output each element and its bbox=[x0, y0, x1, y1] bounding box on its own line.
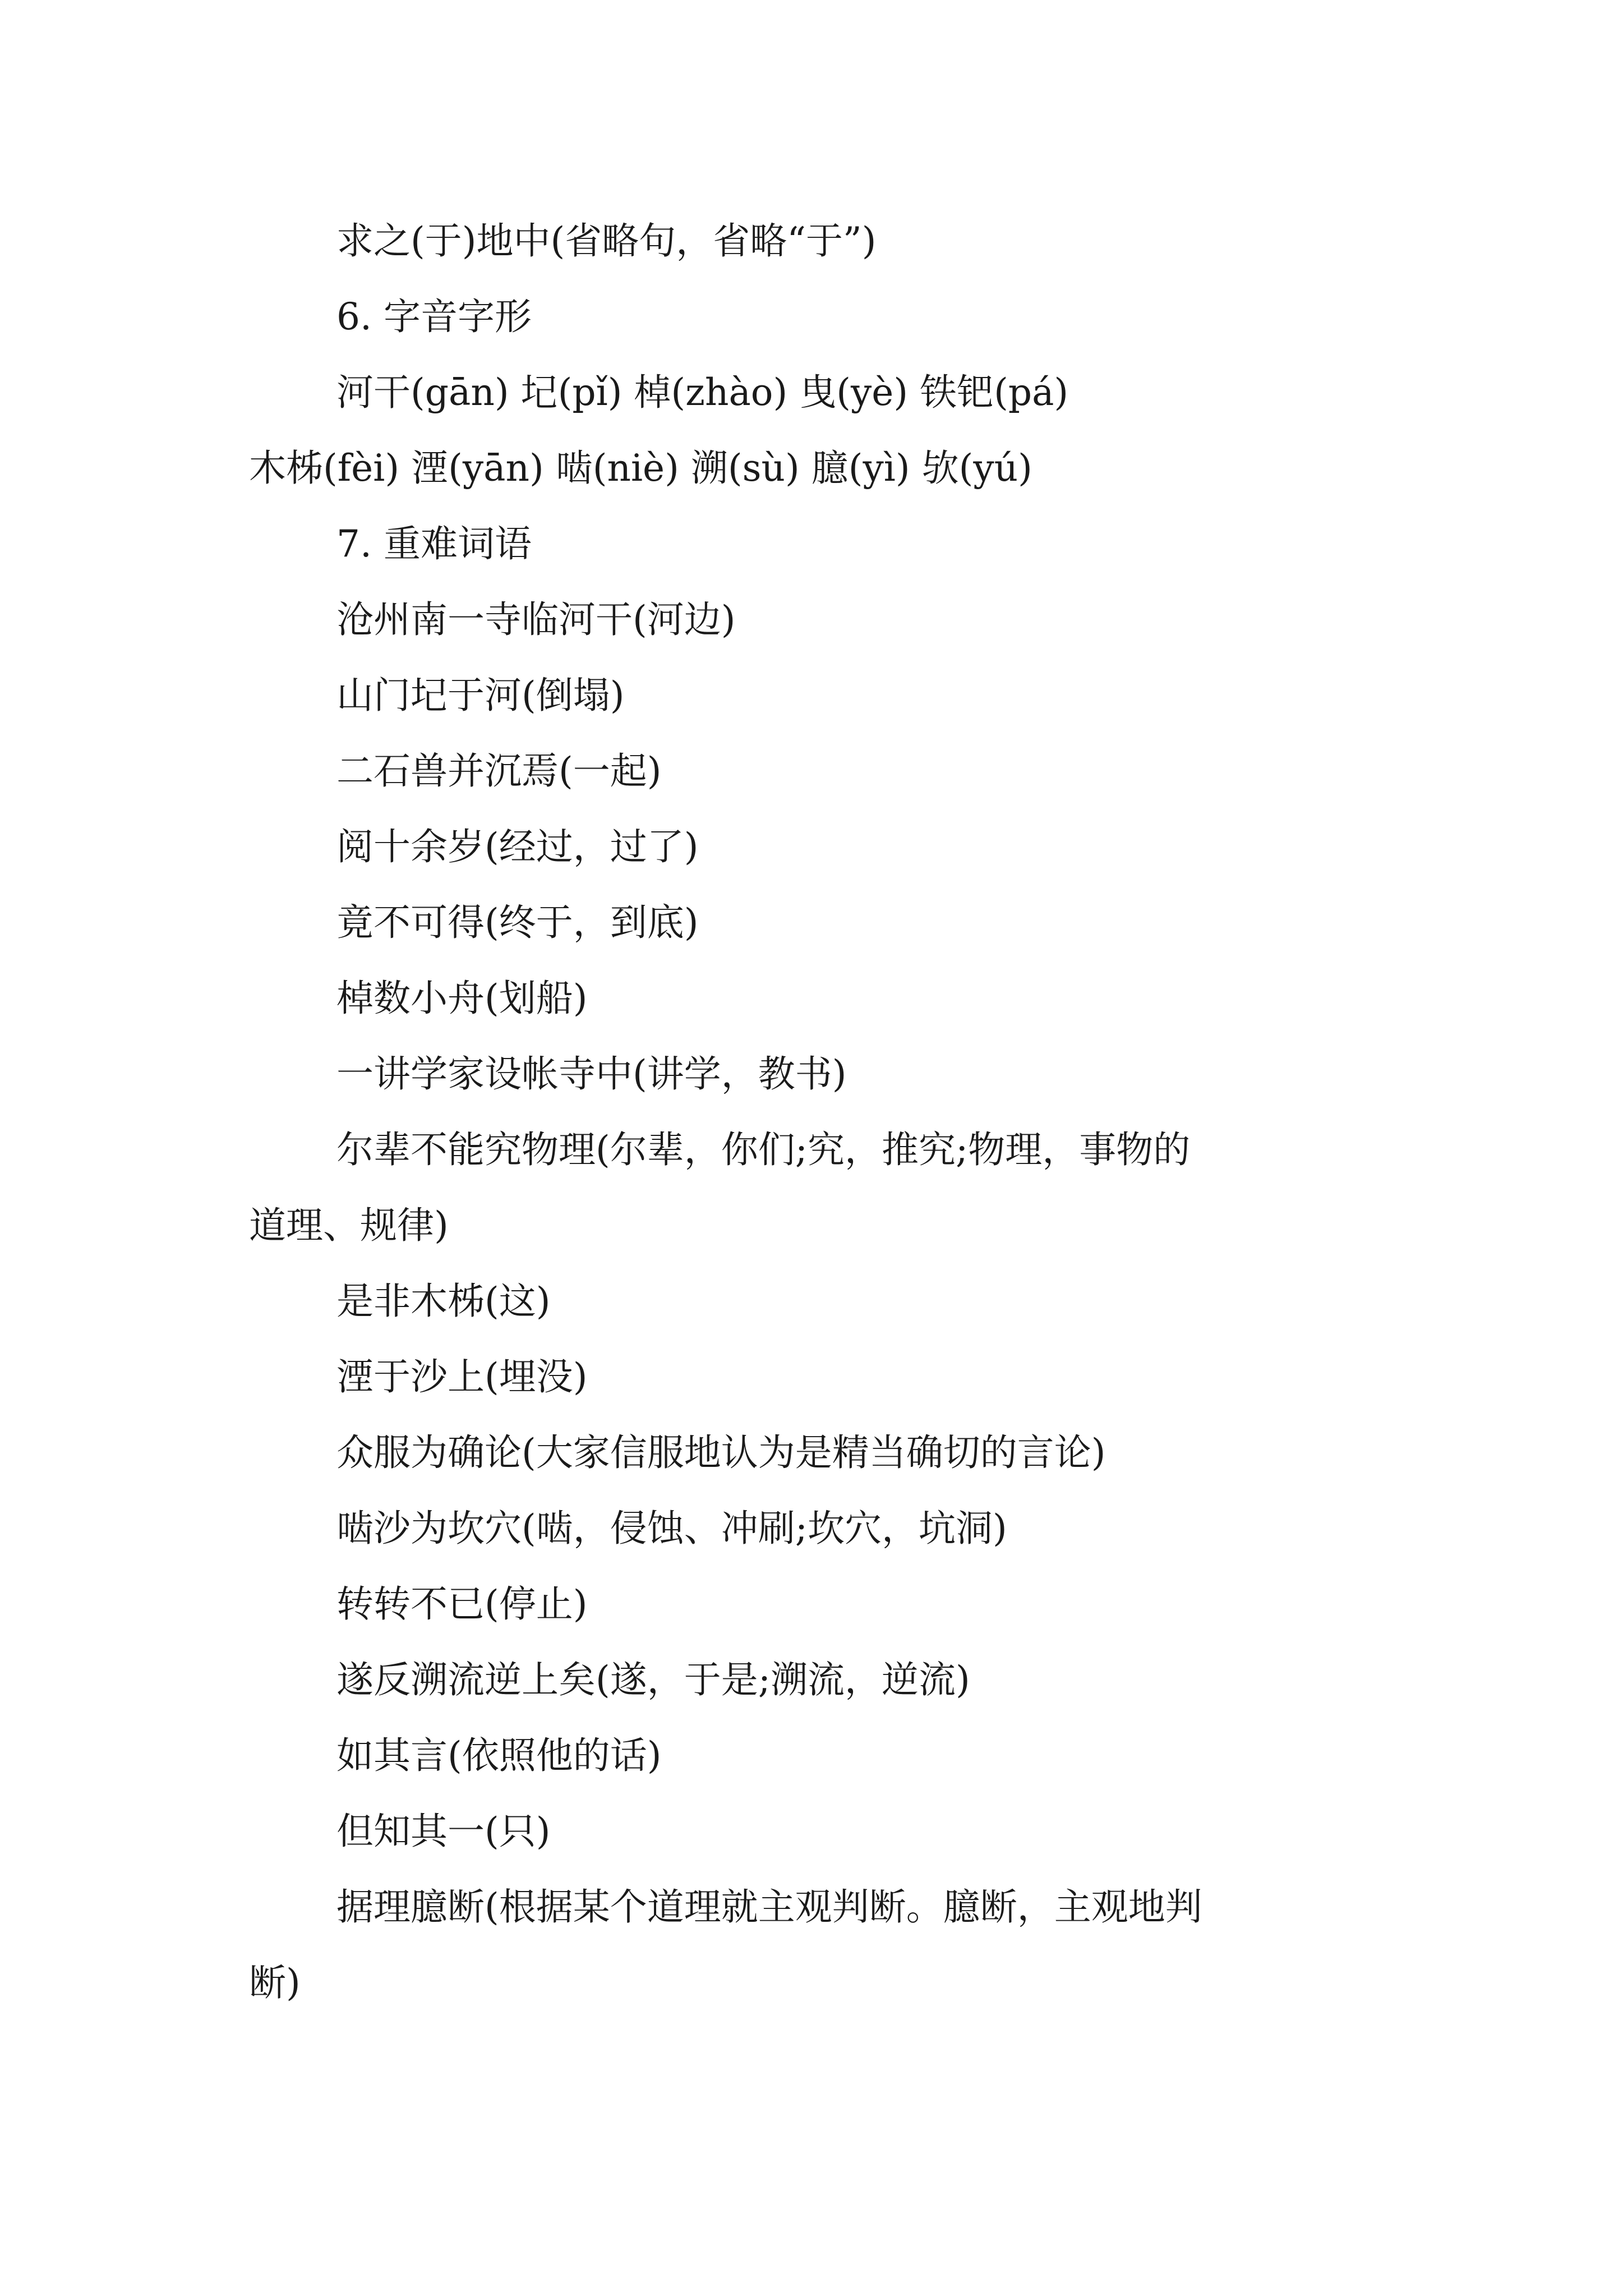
vocab-line: 遂反溯流逆上矣(遂，于是;溯流，逆流) bbox=[336, 1658, 970, 1701]
vocab-line: 棹数小舟(划船) bbox=[336, 977, 588, 1020]
text-line-pinyin-1: 河干(gān) 圮(pǐ) 棹(zhào) 曳(yè) 铁钯(pá) bbox=[336, 371, 1069, 414]
vocab-line: 如其言(依照他的话) bbox=[336, 1734, 662, 1777]
text-line-1: 求之(于)地中(省略句，省略“于”) bbox=[336, 219, 877, 263]
section-heading-7: 7. 重难词语 bbox=[336, 522, 532, 565]
vocab-line-continuation: 断) bbox=[249, 1961, 301, 2004]
vocab-line: 转转不已(停止) bbox=[336, 1582, 588, 1626]
section-heading-6: 6. 字音字形 bbox=[336, 295, 532, 338]
vocab-line: 但知其一(只) bbox=[336, 1810, 551, 1853]
vocab-line: 据理臆断(根据某个道理就主观判断。臆断，主观地判 bbox=[336, 1885, 1202, 1929]
vocab-line: 沧州南一寺临河干(河边) bbox=[336, 598, 736, 641]
vocab-line: 阅十余岁(经过，过了) bbox=[336, 825, 699, 868]
vocab-line: 二石兽并沉焉(一起) bbox=[336, 749, 662, 793]
text-line-pinyin-2: 木柹(fèi) 湮(yān) 啮(niè) 溯(sù) 臆(yì) 欤(yú) bbox=[249, 447, 1032, 490]
vocab-line: 湮于沙上(埋没) bbox=[336, 1355, 588, 1398]
vocab-line: 众服为确论(大家信服地认为是精当确切的言论) bbox=[336, 1431, 1106, 1474]
vocab-line: 啮沙为坎穴(啮，侵蚀、冲刷;坎穴，坑洞) bbox=[336, 1507, 1007, 1550]
vocab-line: 山门圮于河(倒塌) bbox=[336, 674, 625, 717]
vocab-line-continuation: 道理、规律) bbox=[249, 1204, 449, 1247]
vocab-line: 竟不可得(终于，到底) bbox=[336, 901, 699, 944]
vocab-line: 尔辈不能究物理(尔辈，你们;究，推究;物理，事物的 bbox=[336, 1128, 1191, 1171]
vocab-line: 是非木柹(这) bbox=[336, 1280, 551, 1323]
vocab-line: 一讲学家设帐寺中(讲学，教书) bbox=[336, 1052, 847, 1096]
